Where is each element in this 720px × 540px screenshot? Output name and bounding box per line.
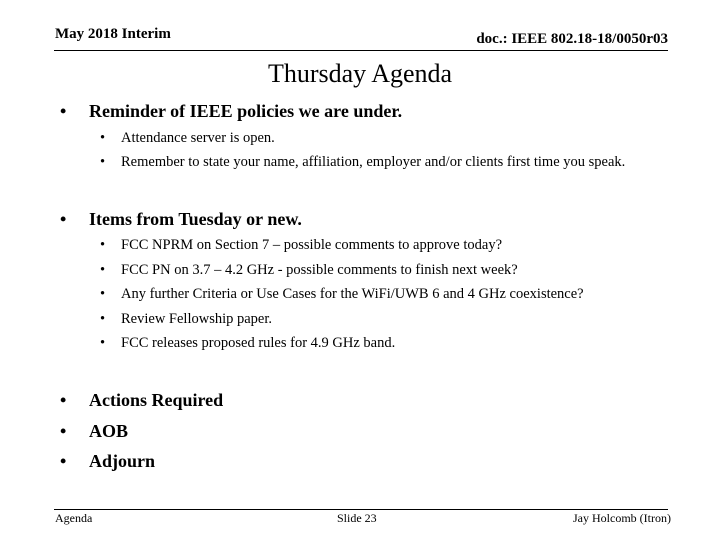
bullet-icon: • — [100, 130, 106, 146]
bullet-icon: • — [60, 209, 67, 229]
bullet-text: Reminder of IEEE policies we are under. — [89, 101, 403, 121]
bullet-text: Actions Required — [89, 390, 224, 410]
footer-author: Jay Holcomb (Itron) — [573, 511, 671, 525]
bullet-icon: • — [100, 154, 106, 170]
header-left: May 2018 Interim — [55, 26, 171, 42]
sub-bullet — [100, 154, 625, 171]
slide-title: Thursday Agenda — [267, 59, 453, 88]
bullet-actions — [60, 390, 223, 411]
bullet-text: Remember to state your name, affiliation, employer and/or clients first time you speak. — [121, 154, 626, 170]
sub-bullet — [100, 130, 275, 147]
bullet-icon: • — [100, 335, 106, 351]
bullet-text: Review Fellowship paper. — [121, 311, 273, 327]
bullet-text: FCC releases proposed rules for 4.9 GHz band. — [121, 335, 396, 351]
sub-bullet — [100, 237, 502, 254]
bullet-items — [60, 209, 302, 230]
bullet-text: Attendance server is open. — [121, 130, 275, 146]
bullet-icon: • — [100, 262, 106, 278]
footer-left: Agenda — [55, 511, 93, 525]
sub-bullet — [100, 286, 584, 303]
bullet-aob — [60, 421, 128, 442]
header-right: doc.: IEEE 802.18-18/0050r03 — [476, 31, 668, 47]
bullet-text: FCC PN on 3.7 – 4.2 GHz - possible comments to finish next week? — [121, 262, 518, 278]
bullet-icon: • — [100, 237, 106, 253]
sub-bullet — [100, 335, 395, 352]
sub-bullet — [100, 311, 272, 328]
bullet-text: Any further Criteria or Use Cases for the WiFi/UWB 6 and 4 GHz coexistence? — [121, 286, 584, 302]
bullet-icon: • — [60, 451, 67, 471]
footer-slide-number: Slide 23 — [337, 511, 377, 525]
bullet-text: Adjourn — [89, 451, 156, 471]
bullet-adjourn — [60, 451, 155, 472]
footer-divider — [54, 509, 668, 510]
header-divider — [54, 50, 668, 51]
bullet-icon: • — [100, 311, 106, 327]
bullet-icon: • — [100, 286, 106, 302]
bullet-icon: • — [60, 421, 67, 441]
bullet-reminder — [60, 101, 402, 122]
bullet-text: FCC NPRM on Section 7 – possible comments to approve today? — [121, 237, 503, 253]
sub-bullet — [100, 262, 518, 279]
bullet-text: AOB — [89, 421, 129, 441]
bullet-icon: • — [60, 390, 67, 410]
bullet-icon: • — [60, 101, 67, 121]
bullet-text: Items from Tuesday or new. — [89, 209, 302, 229]
